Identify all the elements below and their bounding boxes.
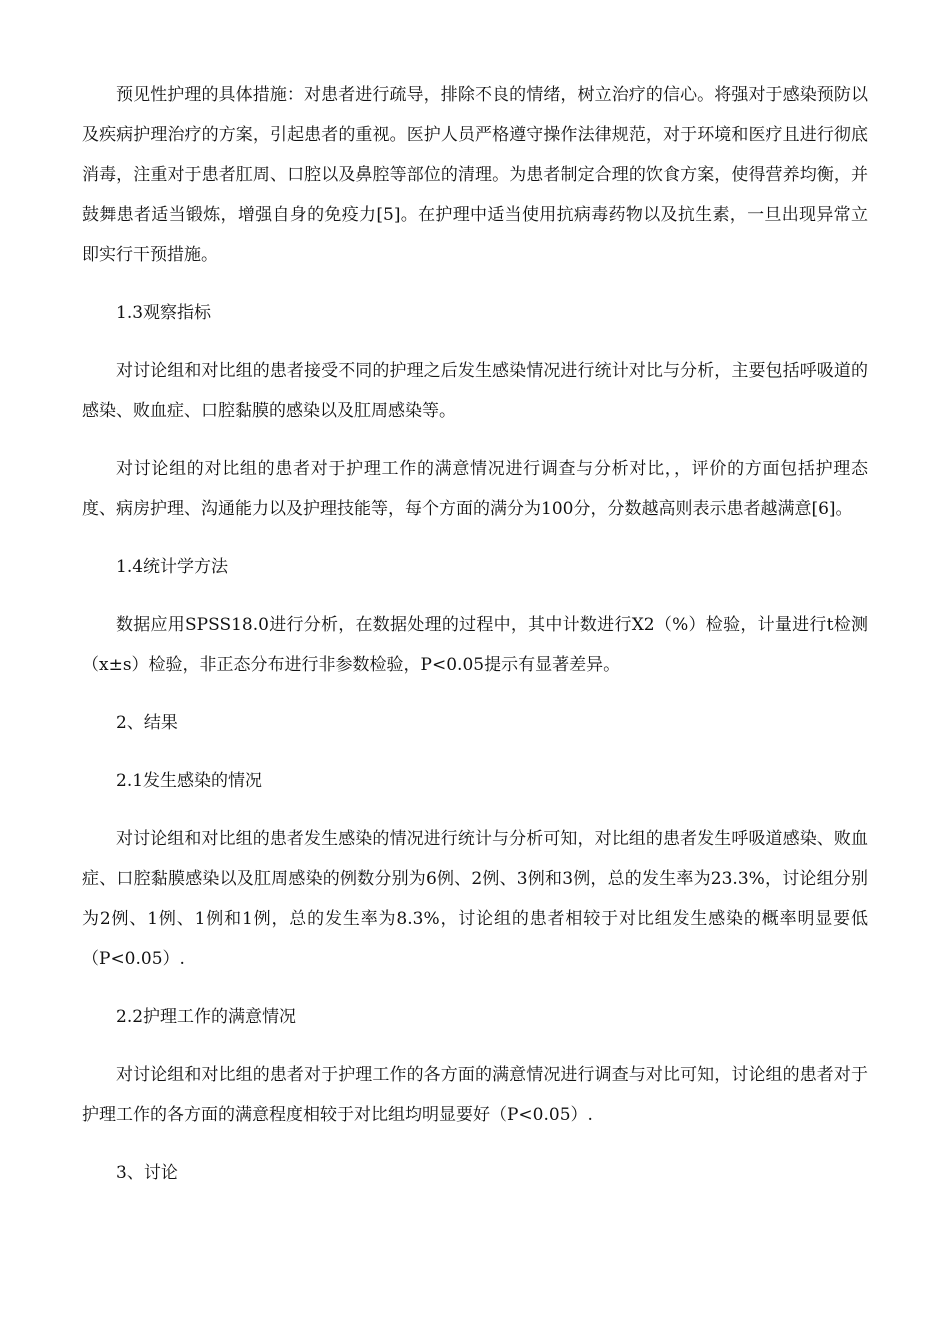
paragraph-satisfaction-survey: 对讨论组的对比组的患者对于护理工作的满意情况进行调查与分析对比，，评价的方面包括护理态度、病房护理、沟通能力以及护理技能等，每个方面的满分为100分，分数越高则表示患者越满意[6]。 <box>82 459 868 519</box>
heading-2-2-nursing-satisfaction: 2.2护理工作的满意情况 <box>116 1007 297 1027</box>
paragraph-spss-analysis: 数据应用SPSS18.0进行分析，在数据处理的过程中，其中计数进行X2（%）检验，计量进行t检测（x±s）检验，非正态分布进行非参数检验，P<0.05提示有显著差异。 <box>82 615 868 675</box>
paragraph-infection-results: 对讨论组和对比组的患者发生感染的情况进行统计与分析可知，对比组的患者发生呼吸道感染、败血症、口腔黏膜感染以及肛周感染的例数分别为6例、2例、3例和3例，总的发生率为23.3%，讨论组分别为2例、1例、1例和1例，总的发生率为8.3%，讨论组的患者相较于对比组发生感染的概率明显要低（P<0.05）. <box>82 829 868 969</box>
heading-3-discussion: 3、讨论 <box>116 1163 178 1183</box>
heading-2-results: 2、结果 <box>116 713 178 733</box>
heading-2-1-infection-occurrence: 2.1发生感染的情况 <box>116 771 263 791</box>
heading-1-4-statistical-methods: 1.4统计学方法 <box>116 557 229 577</box>
paragraph-preventive-care-measures: 预见性护理的具体措施：对患者进行疏导，排除不良的情绪，树立治疗的信心。将强对于感染预防以及疾病护理治疗的方案，引起患者的重视。医护人员严格遵守操作法律规范，对于环境和医疗且进行彻底消毒，注重对于患者肛周、口腔以及鼻腔等部位的清理。为患者制定合理的饮食方案，使得营养均衡，并鼓舞患者适当锻炼，增强自身的免疫力[5]。在护理中适当使用抗病毒药物以及抗生素，一旦出现异常立即实行干预措施。 <box>82 85 868 265</box>
heading-1-3-observation-indicators: 1.3观察指标 <box>116 303 212 323</box>
paragraph-satisfaction-results: 对讨论组和对比组的患者对于护理工作的各方面的满意情况进行调查与对比可知，讨论组的患者对于护理工作的各方面的满意程度相较于对比组均明显要好（P<0.05）. <box>82 1065 868 1125</box>
paragraph-infection-statistics: 对讨论组和对比组的患者接受不同的护理之后发生感染情况进行统计对比与分析，主要包括呼吸道的感染、败血症、口腔黏膜的感染以及肛周感染等。 <box>82 361 868 421</box>
